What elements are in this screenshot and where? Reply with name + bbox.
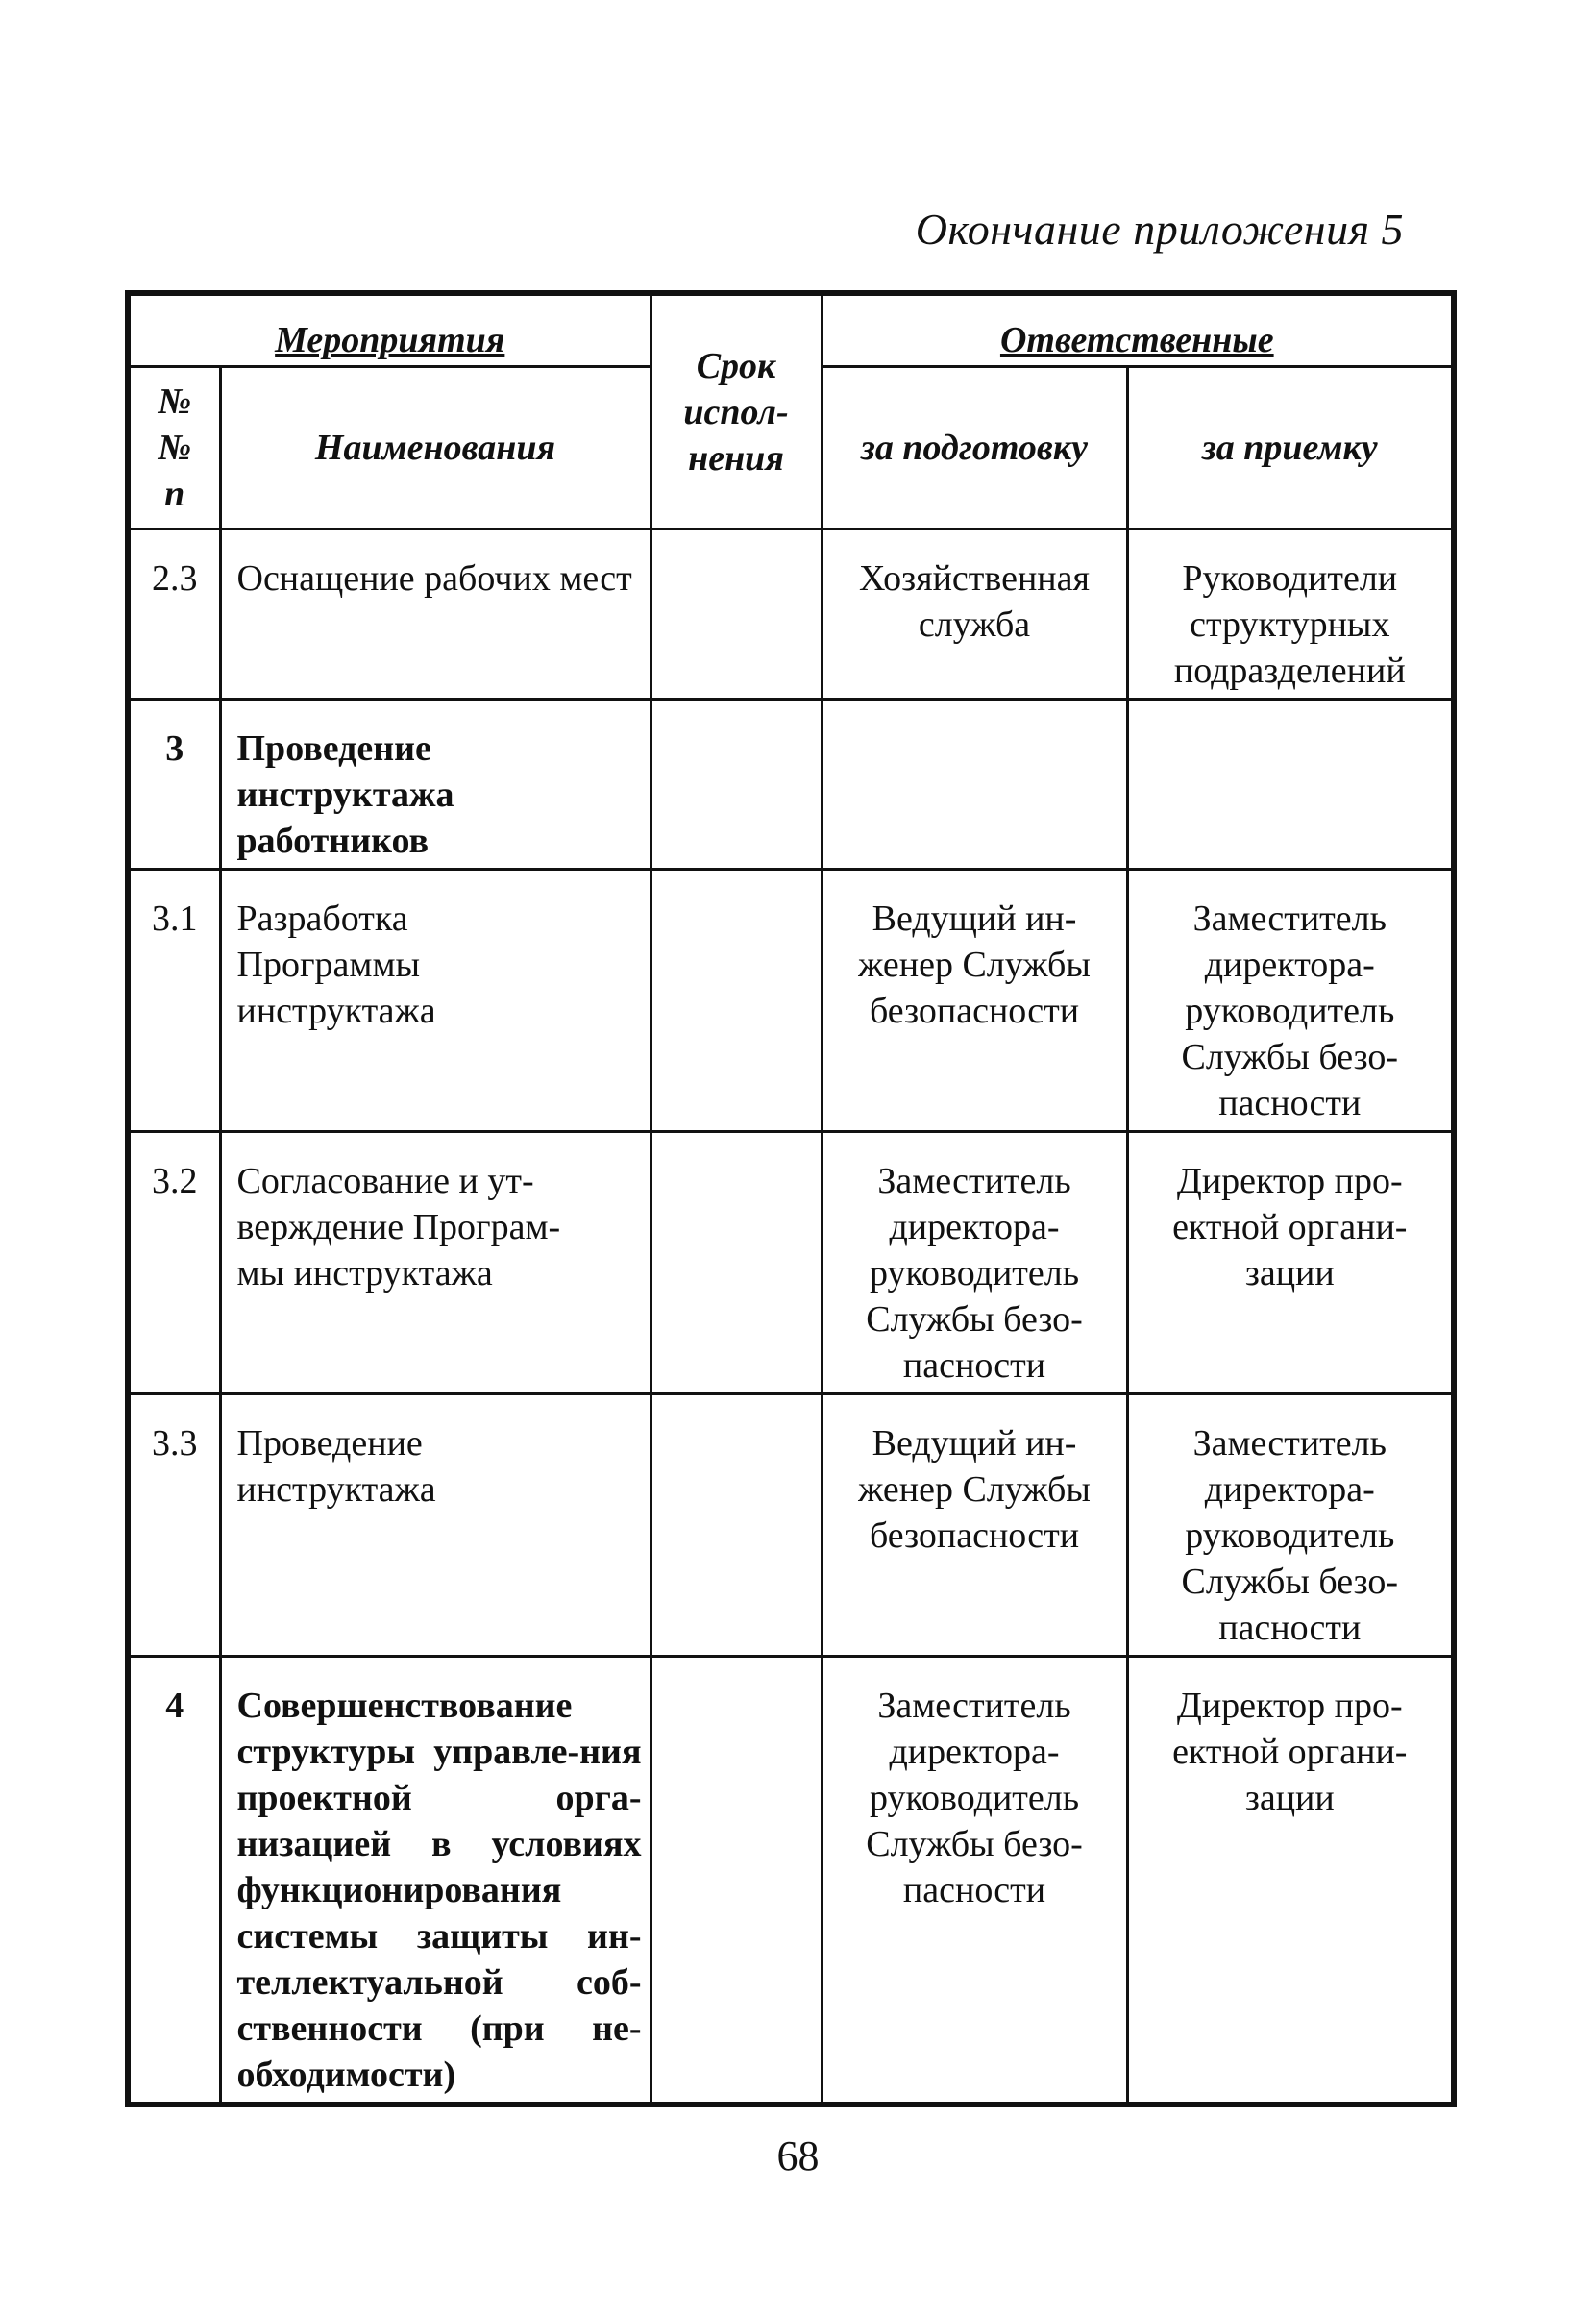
row-accept: Директор про- ектной органи- зации [1127,1657,1454,2106]
row-number: 3.1 [128,870,220,1132]
row-prepare: Заместитель директора- руководитель Службы безо- пасности [822,1132,1127,1394]
row-deadline [651,1132,822,1394]
row-prepare [822,700,1127,870]
table-row [128,870,1454,1132]
row-name: Проведение инструктажа [220,1394,651,1657]
row-accept: Заместитель директора- руководитель Службы безо- пасности [1127,1394,1454,1657]
page-number: 68 [776,2132,820,2180]
row-name: Разработка Программы инструктажа [220,870,651,1132]
header-name: Наименования [220,367,651,529]
table-row [128,1657,1454,2106]
header-prepare: за подготовку [822,367,1127,529]
table-row [128,529,1454,700]
header-measures-group: Мероприятия [128,293,651,367]
row-accept: Директор про- ектной органи- зации [1127,1132,1454,1394]
row-accept: Руководители структурных подразделений [1127,529,1454,700]
table-row [128,700,1454,870]
row-number: 3 [128,700,220,870]
row-deadline [651,870,822,1132]
row-prepare: Ведущий ин- женер Службы безопасности [822,870,1127,1132]
header-number: № № п [128,367,220,529]
header-accept: за приемку [1127,367,1454,529]
measures-table [125,290,1457,2107]
row-name: Проведение инструктажа работников [220,700,651,870]
row-accept: Заместитель директора- руководитель Службы безо- пасности [1127,870,1454,1132]
row-number: 2.3 [128,529,220,700]
table-row [128,1394,1454,1657]
row-name: Согласование и ут- верждение Програм- мы инструктажа [220,1132,651,1394]
appendix-caption: Окончание приложения 5 [915,205,1404,254]
row-deadline [651,1657,822,2106]
row-prepare: Ведущий ин- женер Службы безопасности [822,1394,1127,1657]
header-deadline: Срок испол- нения [651,293,822,529]
row-name: Оснащение рабочих мест [220,529,651,700]
header-responsible-group: Ответственные [822,293,1454,367]
row-deadline [651,1394,822,1657]
row-number: 3.3 [128,1394,220,1657]
row-number: 4 [128,1657,220,2106]
row-deadline [651,700,822,870]
row-prepare: Заместитель директора- руководитель Службы безо- пасности [822,1657,1127,2106]
row-deadline [651,529,822,700]
row-name: Совершенствование структуры управле-ния проектной орга-низацией в условиях функционирования системы защиты ин-теллектуальной соб-ственности (при не-обходимости) [220,1657,651,2106]
row-accept [1127,700,1454,870]
table-row [128,1132,1454,1394]
row-prepare: Хозяйственная служба [822,529,1127,700]
row-number: 3.2 [128,1132,220,1394]
header-row-top [128,293,1454,367]
